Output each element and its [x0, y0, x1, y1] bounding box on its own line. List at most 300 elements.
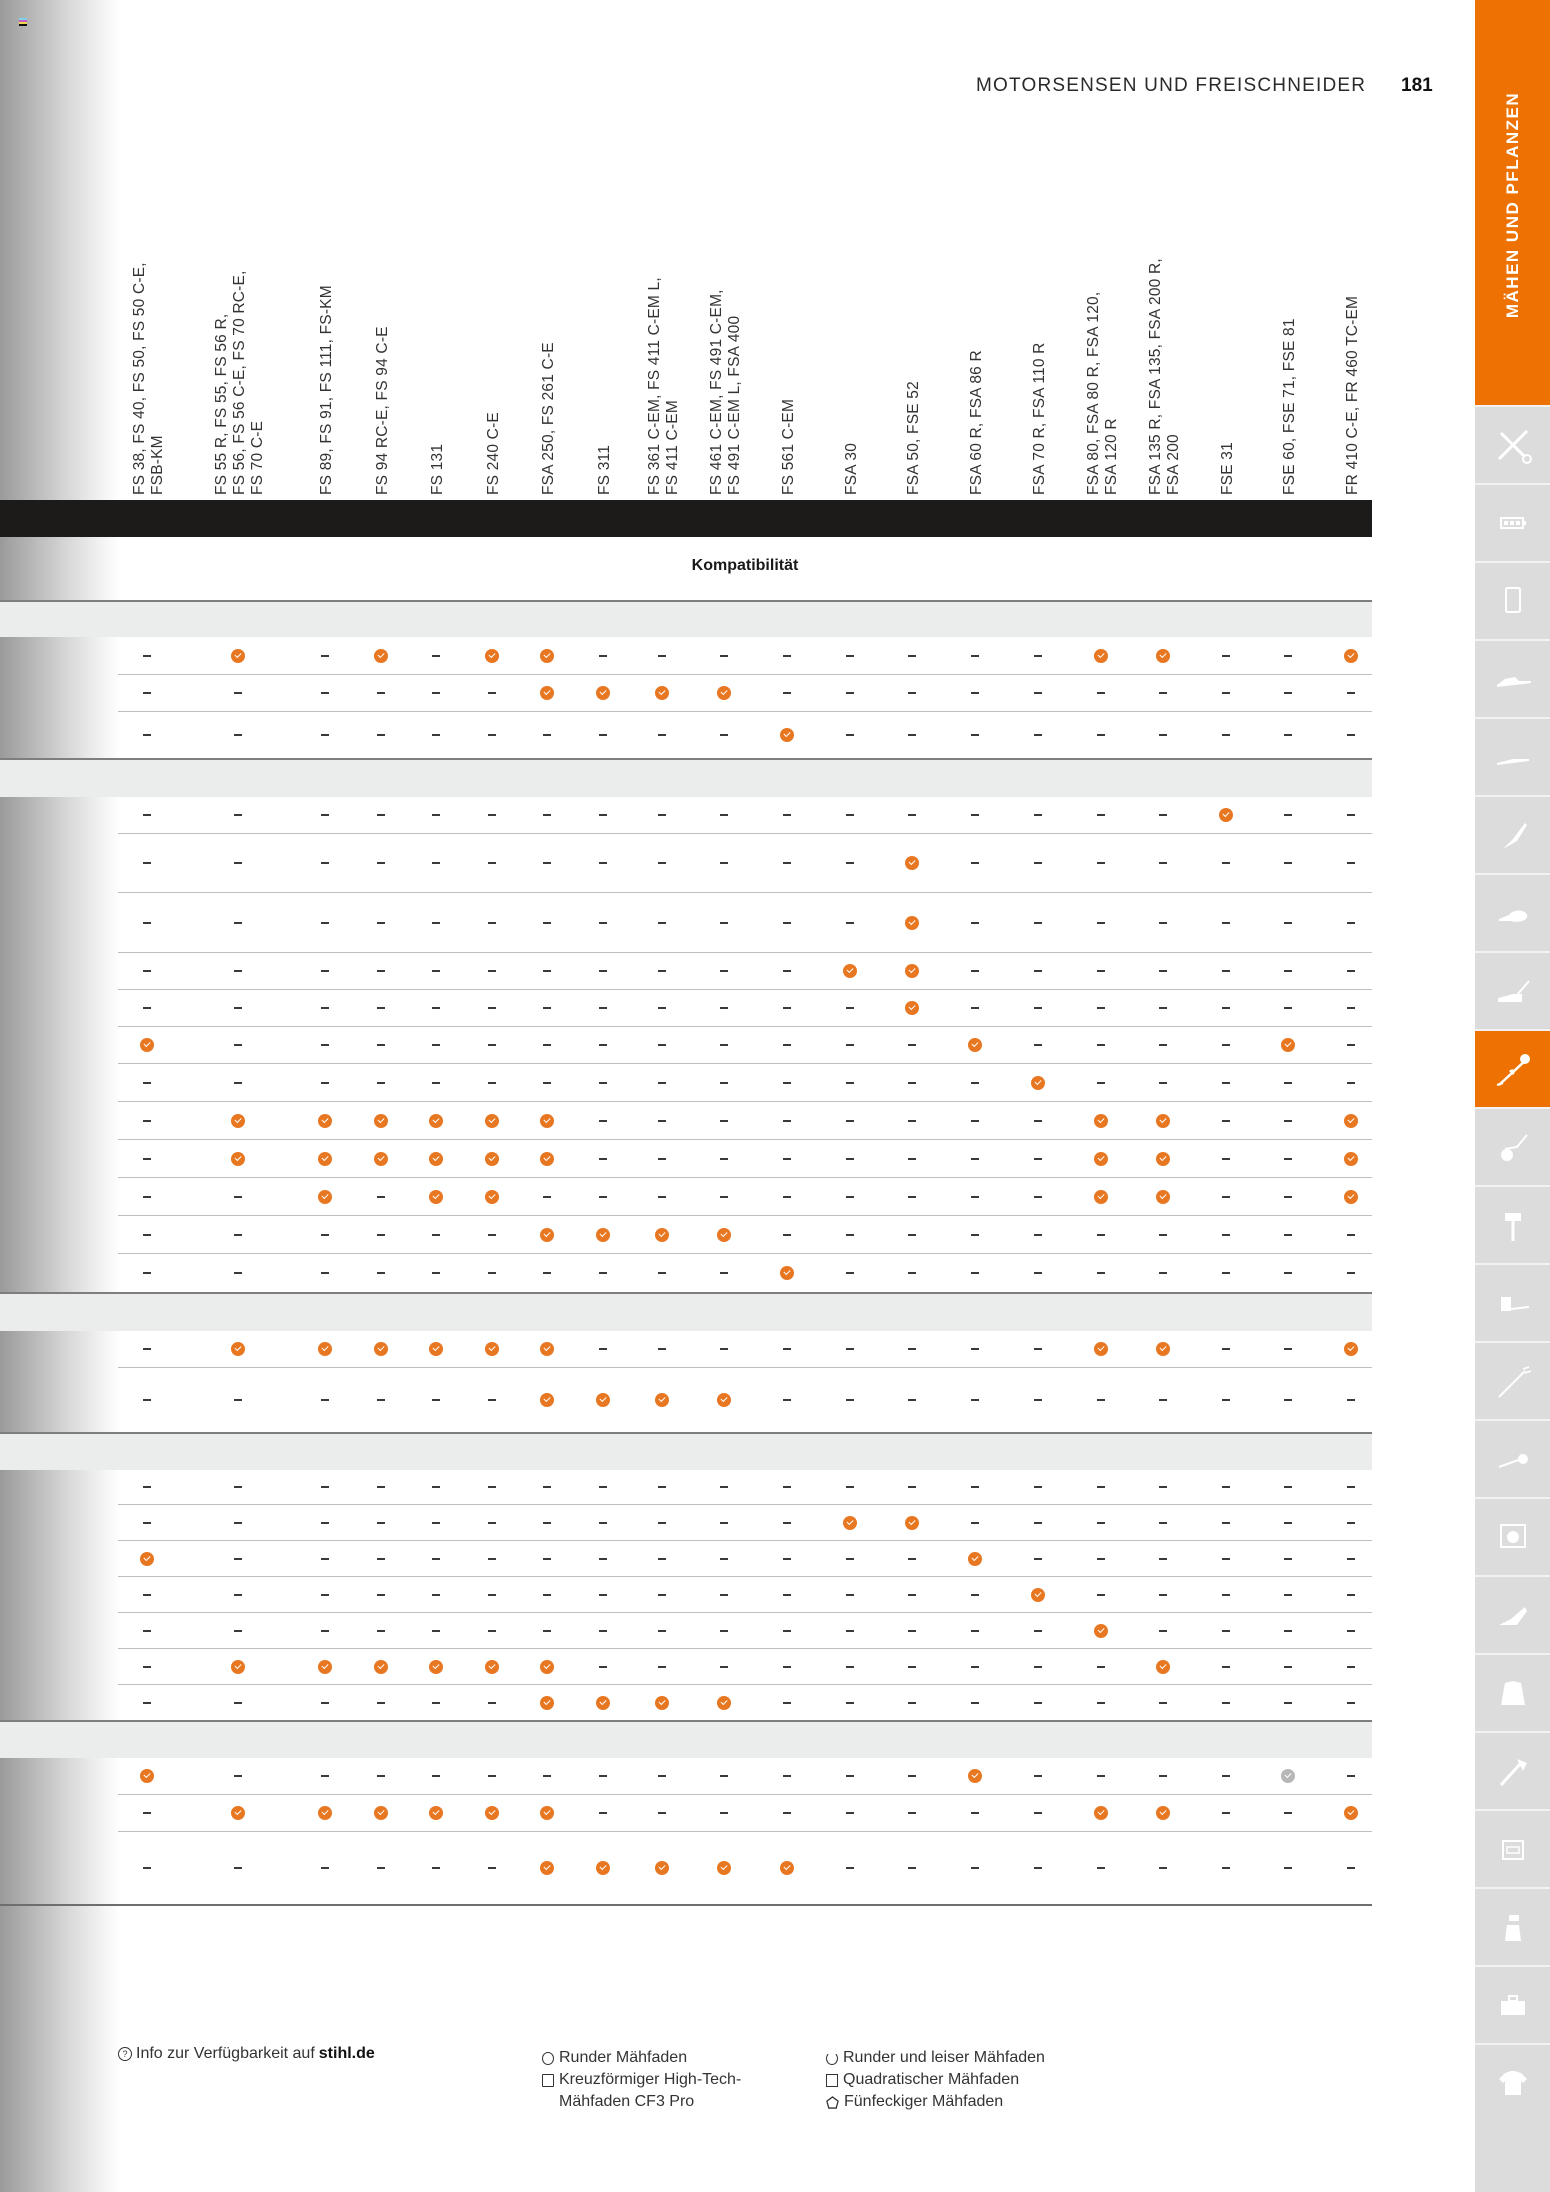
- dash-icon: [904, 1227, 920, 1243]
- dash-icon: [1093, 1587, 1109, 1603]
- print-color-bar: [19, 18, 27, 27]
- dash-icon: [1343, 1768, 1359, 1784]
- stihl-link[interactable]: stihl.de: [318, 2045, 375, 2062]
- sidebar-tab-pole-pruner[interactable]: [1475, 717, 1550, 795]
- dash-icon: [317, 1623, 333, 1639]
- check-icon: [716, 1695, 732, 1711]
- dash-icon: [904, 648, 920, 664]
- dash-icon: [1343, 915, 1359, 931]
- dash-icon: [779, 855, 795, 871]
- dash-icon: [842, 1265, 858, 1281]
- sidebar-tab-toolbox[interactable]: [1475, 1965, 1550, 2043]
- dash-icon: [373, 1037, 389, 1053]
- leaf-blower-icon: [1491, 1437, 1535, 1481]
- table-row: [118, 797, 1372, 834]
- dash-icon: [1093, 685, 1109, 701]
- dash-icon: [1093, 1037, 1109, 1053]
- dash-icon: [1218, 727, 1234, 743]
- sprayer-icon: [1491, 1281, 1535, 1325]
- dash-icon: [317, 1695, 333, 1711]
- check-icon: [595, 1695, 611, 1711]
- legend-item-pentagon: Fünfeckiger Mähfaden: [826, 2091, 1045, 2113]
- dash-icon: [373, 1075, 389, 1091]
- dash-icon: [1280, 648, 1296, 664]
- dash-icon: [1030, 1000, 1046, 1016]
- dash-icon: [1093, 1265, 1109, 1281]
- column-header: FS 361 C-EM, FS 411 C-EM L, FS 411 C-EM: [646, 277, 681, 495]
- dash-icon: [373, 1695, 389, 1711]
- dash-icon: [230, 855, 246, 871]
- dash-icon: [716, 1515, 732, 1531]
- table-section-header: [0, 600, 1372, 637]
- blower-icon: [1491, 891, 1535, 935]
- dash-icon: [1280, 1479, 1296, 1495]
- dash-icon: [1093, 1392, 1109, 1408]
- dash-icon: [1280, 1151, 1296, 1167]
- dash-icon: [484, 727, 500, 743]
- dash-icon: [779, 963, 795, 979]
- dash-icon: [1280, 915, 1296, 931]
- dash-icon: [373, 685, 389, 701]
- hedge-trimmer-icon: [1491, 813, 1535, 857]
- check-icon: [484, 1113, 500, 1129]
- check-icon: [1343, 1151, 1359, 1167]
- check-icon: [139, 1551, 155, 1567]
- dash-icon: [1343, 807, 1359, 823]
- dash-icon: [654, 1768, 670, 1784]
- dash-icon: [317, 1037, 333, 1053]
- dash-icon: [1218, 1392, 1234, 1408]
- table-row: [118, 1795, 1372, 1832]
- round-line-icon: [542, 2052, 554, 2065]
- sidebar-tab-blower[interactable]: [1475, 873, 1550, 951]
- column-header: FSA 80, FSA 80 R, FSA 120, FSA 120 R: [1085, 291, 1120, 495]
- dash-icon: [139, 963, 155, 979]
- check-icon: [373, 1151, 389, 1167]
- dash-icon: [373, 1623, 389, 1639]
- sidebar-tab-storage-box[interactable]: [1475, 1809, 1550, 1887]
- table-row: [118, 1577, 1372, 1613]
- dash-icon: [904, 1768, 920, 1784]
- dash-icon: [428, 1392, 444, 1408]
- dash-icon: [317, 1587, 333, 1603]
- sidebar-tab-tablet[interactable]: [1475, 561, 1550, 639]
- sidebar-tab-leaf-blower[interactable]: [1475, 1419, 1550, 1497]
- dash-icon: [595, 1623, 611, 1639]
- dash-icon: [1218, 1341, 1234, 1357]
- dash-icon: [716, 1768, 732, 1784]
- dash-icon: [1155, 1479, 1171, 1495]
- dash-icon: [967, 1392, 983, 1408]
- pressure-washer-icon: [1491, 1515, 1535, 1559]
- dash-icon: [1155, 915, 1171, 931]
- column-header: FS 131: [429, 443, 446, 495]
- dash-icon: [842, 855, 858, 871]
- dash-icon: [1343, 1860, 1359, 1876]
- tablet-icon: [1491, 579, 1535, 623]
- dash-icon: [428, 1551, 444, 1567]
- dash-icon: [139, 1659, 155, 1675]
- dash-icon: [1280, 1392, 1296, 1408]
- sidebar-tab-lawn-mower[interactable]: [1475, 951, 1550, 1029]
- dash-icon: [654, 1659, 670, 1675]
- dash-icon: [230, 727, 246, 743]
- check-icon: [1093, 1151, 1109, 1167]
- dash-icon: [1280, 727, 1296, 743]
- square-line-icon: [826, 2074, 838, 2087]
- check-icon: [428, 1805, 444, 1821]
- dash-icon: [904, 1860, 920, 1876]
- sidebar-tab-hedge-trimmer[interactable]: [1475, 795, 1550, 873]
- dash-icon: [654, 855, 670, 871]
- dash-icon: [1030, 1189, 1046, 1205]
- check-icon: [230, 1805, 246, 1821]
- dash-icon: [230, 1189, 246, 1205]
- dash-icon: [904, 727, 920, 743]
- dash-icon: [967, 1805, 983, 1821]
- dash-icon: [1218, 963, 1234, 979]
- dash-icon: [428, 807, 444, 823]
- chapter-tab-current[interactable]: [1475, 0, 1550, 405]
- dash-icon: [484, 1695, 500, 1711]
- dash-icon: [779, 648, 795, 664]
- dash-icon: [1218, 1659, 1234, 1675]
- dash-icon: [1218, 1695, 1234, 1711]
- table-row: [118, 1832, 1372, 1904]
- sidebar-tab-axe[interactable]: [1475, 1731, 1550, 1809]
- dash-icon: [779, 1479, 795, 1495]
- dash-icon: [967, 1000, 983, 1016]
- table-section-header: [0, 1720, 1372, 1758]
- dash-icon: [716, 1551, 732, 1567]
- dash-icon: [1030, 1551, 1046, 1567]
- dash-icon: [1155, 1227, 1171, 1243]
- dash-icon: [1030, 855, 1046, 871]
- dash-icon: [1218, 1075, 1234, 1091]
- compatibility-label: Kompatibilität: [691, 557, 799, 574]
- dash-icon: [373, 1265, 389, 1281]
- dash-icon: [539, 1479, 555, 1495]
- dash-icon: [654, 1551, 670, 1567]
- column-header: FSA 70 R, FSA 110 R: [1031, 342, 1048, 495]
- compatibility-subheader: [0, 537, 1372, 595]
- table-row: [118, 893, 1372, 953]
- sidebar-tab-robot-mower[interactable]: [1475, 1575, 1550, 1653]
- dash-icon: [1280, 1587, 1296, 1603]
- sidebar-tab-earth-auger[interactable]: [1475, 1185, 1550, 1263]
- check-icon: [967, 1551, 983, 1567]
- dash-icon: [1030, 1805, 1046, 1821]
- check-icon: [1155, 1341, 1171, 1357]
- dash-icon: [779, 1000, 795, 1016]
- dash-icon: [967, 1113, 983, 1129]
- pentagon-line-icon: [826, 2096, 839, 2109]
- column-header: FSA 135 R, FSA 135, FSA 200 R, FSA 200: [1147, 258, 1182, 495]
- check-icon: [904, 915, 920, 931]
- dash-icon: [595, 1075, 611, 1091]
- check-icon: [139, 1768, 155, 1784]
- check-icon: [539, 1860, 555, 1876]
- check-icon: [654, 685, 670, 701]
- dash-icon: [230, 1392, 246, 1408]
- check-icon: [539, 1805, 555, 1821]
- dash-icon: [539, 1189, 555, 1205]
- check-icon: [1093, 1805, 1109, 1821]
- dash-icon: [230, 685, 246, 701]
- dash-icon: [1155, 807, 1171, 823]
- dash-icon: [1155, 1037, 1171, 1053]
- legend-right: [826, 2047, 1045, 2113]
- dash-icon: [317, 648, 333, 664]
- earth-auger-icon: [1491, 1203, 1535, 1247]
- dash-icon: [1030, 1623, 1046, 1639]
- dash-icon: [484, 1392, 500, 1408]
- dash-icon: [1030, 1392, 1046, 1408]
- check-icon: [539, 1695, 555, 1711]
- check-icon: [595, 1860, 611, 1876]
- check-icon: [1343, 1113, 1359, 1129]
- check-icon: [230, 1341, 246, 1357]
- dash-icon: [1155, 1695, 1171, 1711]
- dash-icon: [654, 1587, 670, 1603]
- dash-icon: [1093, 1860, 1109, 1876]
- dash-icon: [1218, 1515, 1234, 1531]
- table-row: [118, 1685, 1372, 1720]
- legend-item-cross: Kreuzförmiger High-Tech- Mähfaden CF3 Pro: [542, 2069, 741, 2113]
- dash-icon: [595, 648, 611, 664]
- table-row: [118, 712, 1372, 758]
- dash-icon: [317, 1227, 333, 1243]
- dash-icon: [317, 807, 333, 823]
- dash-icon: [779, 1151, 795, 1167]
- dash-icon: [842, 1113, 858, 1129]
- cultivator-icon: [1491, 1125, 1535, 1169]
- dash-icon: [1343, 1515, 1359, 1531]
- storage-box-icon: [1491, 1827, 1535, 1871]
- table-row: [118, 1758, 1372, 1795]
- table-row: [118, 1064, 1372, 1102]
- dash-icon: [654, 1341, 670, 1357]
- table-row: [118, 953, 1372, 990]
- dash-icon: [230, 963, 246, 979]
- dash-icon: [1155, 1623, 1171, 1639]
- dash-icon: [373, 1000, 389, 1016]
- dash-icon: [779, 1341, 795, 1357]
- battery-icon: [1491, 501, 1535, 545]
- dash-icon: [904, 1695, 920, 1711]
- dash-icon: [1155, 685, 1171, 701]
- dash-icon: [967, 807, 983, 823]
- dash-icon: [139, 1623, 155, 1639]
- dash-icon: [967, 685, 983, 701]
- check-gray-icon: [1280, 1768, 1296, 1784]
- dash-icon: [842, 915, 858, 931]
- dash-icon: [428, 1515, 444, 1531]
- chainsaw-icon: [1491, 657, 1535, 701]
- dash-icon: [595, 1151, 611, 1167]
- dash-icon: [428, 727, 444, 743]
- dash-icon: [139, 1000, 155, 1016]
- dash-icon: [484, 1265, 500, 1281]
- check-icon: [484, 1151, 500, 1167]
- dash-icon: [654, 915, 670, 931]
- check-icon: [654, 1227, 670, 1243]
- dash-icon: [139, 915, 155, 931]
- toolbox-icon: [1491, 1983, 1535, 2027]
- dash-icon: [654, 727, 670, 743]
- check-icon: [484, 1805, 500, 1821]
- dash-icon: [428, 1037, 444, 1053]
- dash-icon: [904, 1479, 920, 1495]
- check-icon: [1155, 1805, 1171, 1821]
- check-icon: [484, 1189, 500, 1205]
- dash-icon: [904, 1265, 920, 1281]
- dash-icon: [1030, 1037, 1046, 1053]
- check-icon: [539, 1392, 555, 1408]
- dash-icon: [654, 1265, 670, 1281]
- check-icon: [428, 1659, 444, 1675]
- dash-icon: [139, 855, 155, 871]
- sidebar-tab-wrench-screwdriver[interactable]: [1475, 405, 1550, 483]
- dash-icon: [1218, 1189, 1234, 1205]
- check-icon: [373, 1113, 389, 1129]
- dash-icon: [779, 1392, 795, 1408]
- page-title: MOTORSENSEN UND FREISCHNEIDER: [976, 75, 1367, 96]
- dash-icon: [904, 1623, 920, 1639]
- dash-icon: [484, 1623, 500, 1639]
- check-icon: [654, 1860, 670, 1876]
- dash-icon: [779, 1805, 795, 1821]
- dash-icon: [230, 1479, 246, 1495]
- check-icon: [230, 1151, 246, 1167]
- wrench-screwdriver-icon: [1491, 423, 1535, 467]
- check-icon: [373, 1659, 389, 1675]
- dash-icon: [317, 855, 333, 871]
- sidebar-tab-battery[interactable]: [1475, 483, 1550, 561]
- dash-icon: [967, 963, 983, 979]
- pole-pruner-icon: [1491, 735, 1535, 779]
- dash-icon: [484, 963, 500, 979]
- check-icon: [230, 1659, 246, 1675]
- dash-icon: [1280, 1623, 1296, 1639]
- sidebar-tab-cultivator[interactable]: [1475, 1107, 1550, 1185]
- dash-icon: [1155, 1000, 1171, 1016]
- dash-icon: [1343, 1227, 1359, 1243]
- dash-icon: [842, 727, 858, 743]
- dash-icon: [230, 1265, 246, 1281]
- dash-icon: [716, 1037, 732, 1053]
- dash-icon: [539, 807, 555, 823]
- dash-icon: [1343, 685, 1359, 701]
- dash-icon: [967, 1151, 983, 1167]
- page-number: 181: [1401, 75, 1433, 96]
- dash-icon: [139, 1075, 155, 1091]
- sidebar-tab-jacket[interactable]: [1475, 1653, 1550, 1731]
- dash-icon: [428, 963, 444, 979]
- dash-icon: [1155, 1265, 1171, 1281]
- dash-icon: [1155, 1515, 1171, 1531]
- sidebar-tab-brushcutter[interactable]: [1475, 1029, 1550, 1107]
- dash-icon: [716, 1265, 732, 1281]
- dash-icon: [1280, 685, 1296, 701]
- check-icon: [716, 1860, 732, 1876]
- check-icon: [1030, 1587, 1046, 1603]
- table-row: [118, 1178, 1372, 1216]
- dash-icon: [904, 1113, 920, 1129]
- dash-icon: [139, 1151, 155, 1167]
- kombi-tool-icon: [1491, 1359, 1535, 1403]
- column-header: FSA 60 R, FSA 86 R: [968, 350, 985, 495]
- dash-icon: [716, 1479, 732, 1495]
- dash-icon: [1030, 1515, 1046, 1531]
- dash-icon: [139, 807, 155, 823]
- dash-icon: [716, 807, 732, 823]
- sidebar-tab-sprayer[interactable]: [1475, 1263, 1550, 1341]
- check-icon: [317, 1151, 333, 1167]
- check-icon: [779, 1860, 795, 1876]
- sidebar-tab-pressure-washer[interactable]: [1475, 1497, 1550, 1575]
- dash-icon: [1030, 1860, 1046, 1876]
- sidebar-tab-tshirt[interactable]: [1475, 2043, 1550, 2121]
- dash-icon: [779, 1075, 795, 1091]
- tshirt-icon: [1491, 2061, 1535, 2105]
- dash-icon: [967, 1227, 983, 1243]
- dash-icon: [484, 1037, 500, 1053]
- dash-icon: [317, 1000, 333, 1016]
- dash-icon: [1280, 1551, 1296, 1567]
- dash-icon: [230, 1515, 246, 1531]
- dash-icon: [539, 1000, 555, 1016]
- dash-icon: [539, 727, 555, 743]
- dash-icon: [139, 1189, 155, 1205]
- dash-icon: [428, 1623, 444, 1639]
- dash-icon: [1155, 1587, 1171, 1603]
- dash-icon: [1280, 1189, 1296, 1205]
- dash-icon: [539, 1623, 555, 1639]
- dash-icon: [1030, 648, 1046, 664]
- dash-icon: [779, 1659, 795, 1675]
- column-header: FSE 31: [1219, 442, 1236, 495]
- table-row: [118, 1027, 1372, 1064]
- dash-icon: [967, 915, 983, 931]
- table-row: [118, 1102, 1372, 1140]
- check-icon: [716, 685, 732, 701]
- dash-icon: [373, 855, 389, 871]
- dash-icon: [373, 807, 389, 823]
- sidebar-tab-chainsaw[interactable]: [1475, 639, 1550, 717]
- dash-icon: [1030, 1227, 1046, 1243]
- check-icon: [595, 685, 611, 701]
- dash-icon: [139, 1860, 155, 1876]
- legend-item-round: Runder Mähfaden: [542, 2047, 741, 2069]
- dash-icon: [716, 1000, 732, 1016]
- dash-icon: [230, 1551, 246, 1567]
- dash-icon: [1280, 1515, 1296, 1531]
- dash-icon: [1155, 963, 1171, 979]
- check-icon: [373, 1341, 389, 1357]
- check-icon: [904, 1000, 920, 1016]
- check-icon: [1280, 1037, 1296, 1053]
- sidebar-tab-kombi-tool[interactable]: [1475, 1341, 1550, 1419]
- dash-icon: [779, 915, 795, 931]
- dash-icon: [1093, 1515, 1109, 1531]
- dash-icon: [1093, 963, 1109, 979]
- check-icon: [1030, 1075, 1046, 1091]
- dash-icon: [1218, 1000, 1234, 1016]
- sidebar-tab-spray-bottle[interactable]: [1475, 1887, 1550, 1965]
- check-icon: [1218, 807, 1234, 823]
- check-icon: [539, 685, 555, 701]
